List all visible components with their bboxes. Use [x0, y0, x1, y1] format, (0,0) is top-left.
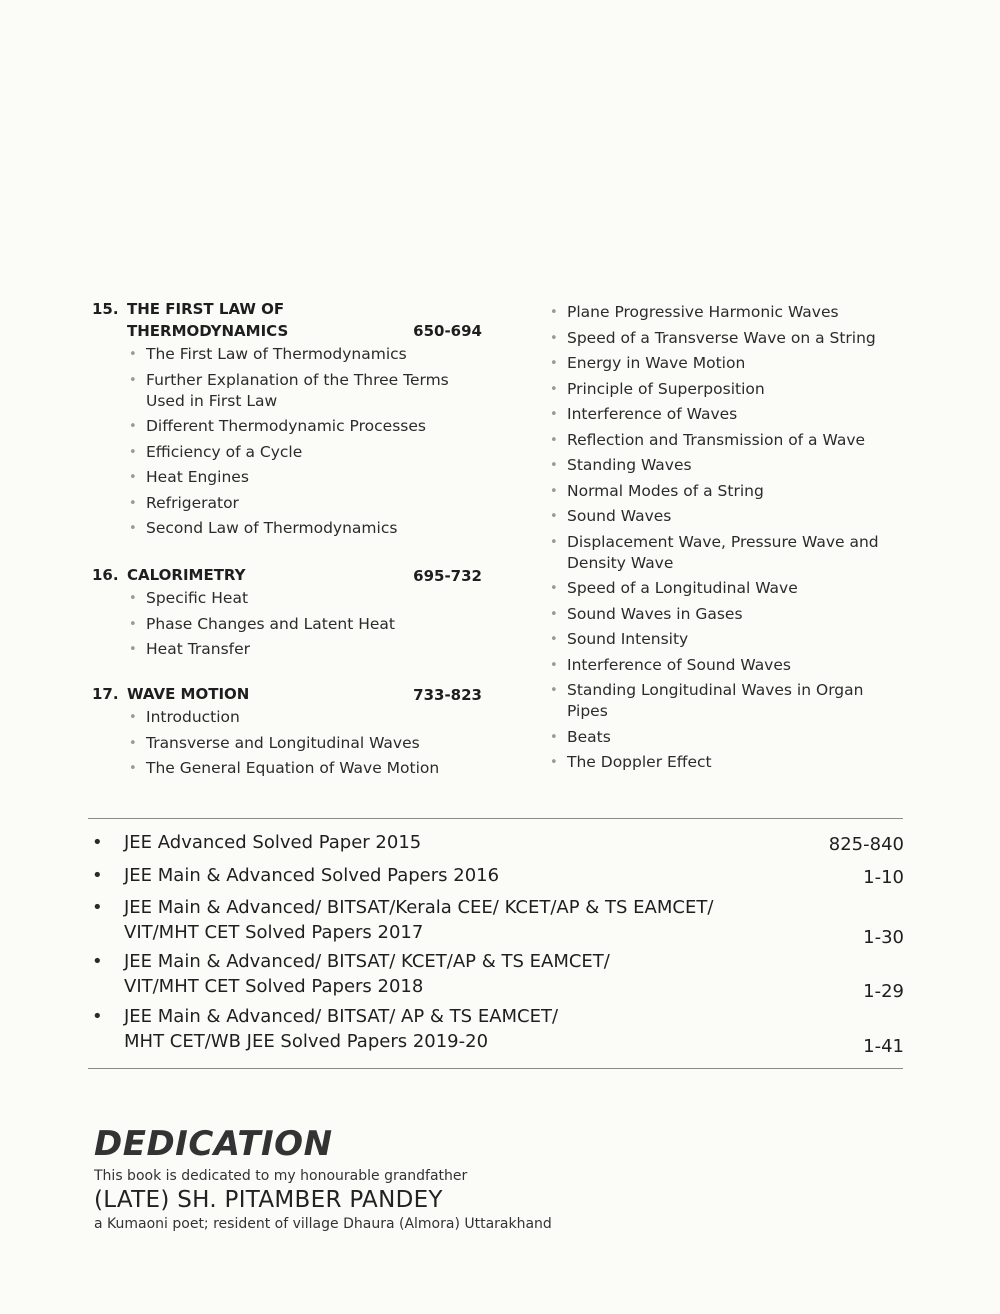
- chapter-title: CALORIMETRY: [127, 566, 246, 584]
- topic-item: • Standing Longitudinal Waves in Organ Pipes: [548, 680, 908, 722]
- chapter-17: [92, 683, 482, 784]
- chapter-pages: 695-732: [413, 567, 482, 585]
- topic-item: • Efficiency of a Cycle: [127, 442, 482, 463]
- chapter-pages: 733-823: [413, 686, 482, 704]
- paper-title-line1: JEE Main & Advanced Solved Papers 2016: [124, 865, 500, 886]
- chapter-number: 16.: [92, 566, 119, 584]
- topic-list: [127, 588, 482, 660]
- paper-pages: 1-29: [863, 981, 904, 1002]
- paper-title-line1: JEE Main & Advanced/ BITSAT/ KCET/AP & TS EAMCET/: [124, 951, 610, 972]
- bullet-icon: •: [92, 832, 103, 853]
- chapter-title: WAVE MOTION: [127, 685, 250, 703]
- topic-item: • Sound Waves: [548, 506, 908, 527]
- dedication-text: This book is dedicated to my honourable grandfather: [94, 1168, 468, 1184]
- paper-title-line2: VIT/MHT CET Solved Papers 2017: [124, 922, 424, 943]
- dedicatee-name: (LATE) SH. PITAMBER PANDEY: [94, 1187, 443, 1213]
- chapter-15: [92, 298, 482, 544]
- topic-item: • Phase Changes and Latent Heat: [127, 614, 482, 635]
- topic-item: • Energy in Wave Motion: [548, 353, 908, 374]
- chapter-number: 15.: [92, 300, 119, 318]
- topic-item: • Beats: [548, 727, 908, 748]
- divider-bottom: [88, 1068, 903, 1069]
- chapter-title-line2: THERMODYNAMICS: [127, 322, 289, 340]
- topic-item: • Sound Waves in Gases: [548, 604, 908, 625]
- topic-item: • Introduction: [127, 707, 482, 728]
- paper-title: [124, 830, 724, 855]
- topic-item: • The General Equation of Wave Motion: [127, 758, 482, 779]
- wave-motion-continued: [548, 300, 908, 778]
- topic-list: [127, 344, 482, 539]
- paper-title: [124, 1004, 724, 1054]
- paper-title-line2: VIT/MHT CET Solved Papers 2018: [124, 976, 424, 997]
- topic-item: • Displacement Wave, Pressure Wave and Density Wave: [548, 532, 908, 574]
- bullet-icon: •: [92, 865, 103, 886]
- chapter-heading: [92, 683, 482, 705]
- chapter-number: 17.: [92, 685, 119, 703]
- topic-item: • Reflection and Transmission of a Wave: [548, 430, 908, 451]
- paper-pages: 825-840: [828, 834, 904, 855]
- paper-title: [124, 949, 724, 999]
- paper-title: [124, 863, 724, 888]
- bullet-icon: •: [92, 897, 103, 918]
- dedication-block: [94, 1122, 552, 1232]
- topic-item: • Interference of Waves: [548, 404, 908, 425]
- topic-item: • Second Law of Thermodynamics: [127, 518, 482, 539]
- paper-title-line1: JEE Main & Advanced/ BITSAT/Kerala CEE/ KCET/AP & TS EAMCET/: [124, 897, 714, 918]
- topic-item: • Normal Modes of a String: [548, 481, 908, 502]
- paper-title-line2: MHT CET/WB JEE Solved Papers 2019-20: [124, 1031, 489, 1052]
- topic-item: • Different Thermodynamic Processes: [127, 416, 482, 437]
- topic-item: • Standing Waves: [548, 455, 908, 476]
- paper-pages: 1-10: [863, 867, 904, 888]
- dedicatee-description: a Kumaoni poet; resident of village Dhaura (Almora) Uttarakhand: [94, 1216, 552, 1232]
- paper-pages: 1-41: [863, 1036, 904, 1057]
- topic-item: • Further Explanation of the Three Terms Used in First Law: [127, 370, 482, 412]
- topic-item: • Refrigerator: [127, 493, 482, 514]
- bullet-icon: •: [92, 1006, 103, 1027]
- topic-item: • The First Law of Thermodynamics: [127, 344, 482, 365]
- topic-item: • Plane Progressive Harmonic Waves: [548, 302, 908, 323]
- topic-item: • Specific Heat: [127, 588, 482, 609]
- paper-title: [124, 895, 724, 945]
- paper-title-line1: JEE Main & Advanced/ BITSAT/ AP & TS EAMCET/: [124, 1006, 559, 1027]
- topic-item: • Heat Engines: [127, 467, 482, 488]
- topic-item: • The Doppler Effect: [548, 752, 908, 773]
- topic-item: • Interference of Sound Waves: [548, 655, 908, 676]
- chapter-pages: 650-694: [413, 322, 482, 340]
- chapter-title-line1: THE FIRST LAW OF: [127, 300, 285, 318]
- paper-pages: 1-30: [863, 927, 904, 948]
- divider-top: [88, 818, 903, 819]
- chapter-heading: [92, 564, 482, 586]
- topic-item: • Heat Transfer: [127, 639, 482, 660]
- chapter-16: [92, 564, 482, 665]
- topic-item: • Transverse and Longitudinal Waves: [127, 733, 482, 754]
- topic-list: [127, 707, 482, 779]
- topic-item: • Speed of a Longitudinal Wave: [548, 578, 908, 599]
- topic-item: • Speed of a Transverse Wave on a String: [548, 328, 908, 349]
- paper-title-line1: JEE Advanced Solved Paper 2015: [124, 832, 422, 853]
- topic-list: [548, 302, 908, 773]
- bullet-icon: •: [92, 951, 103, 972]
- topic-item: • Principle of Superposition: [548, 379, 908, 400]
- dedication-heading: DEDICATION: [94, 1124, 333, 1164]
- topic-item: • Sound Intensity: [548, 629, 908, 650]
- chapter-heading: [92, 298, 482, 342]
